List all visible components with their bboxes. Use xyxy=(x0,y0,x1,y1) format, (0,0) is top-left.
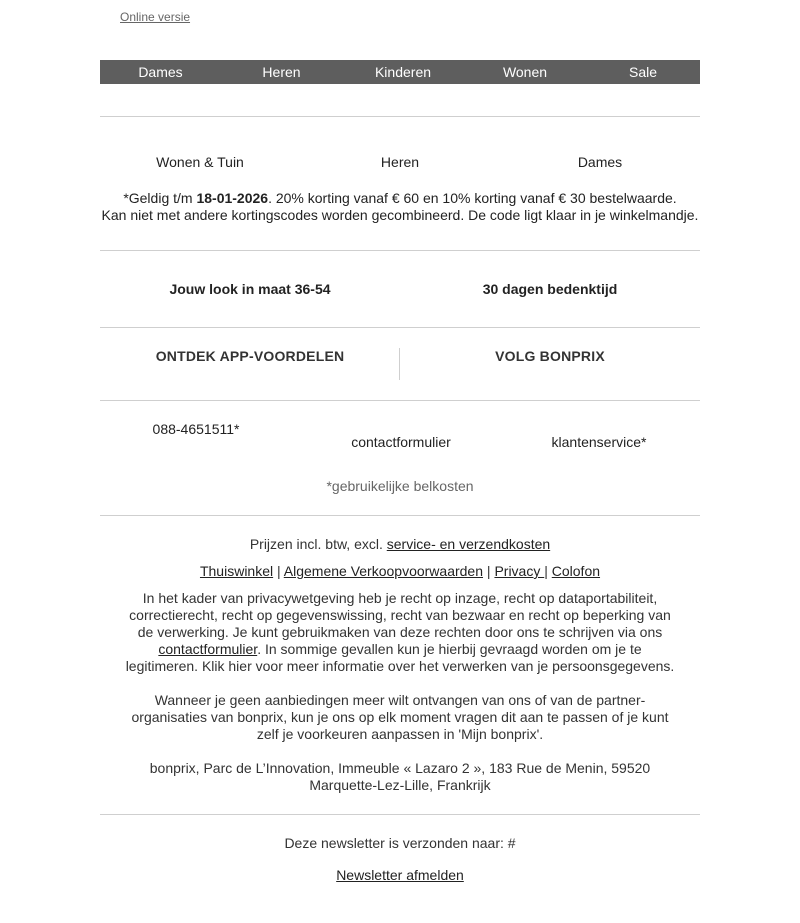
phone-number[interactable]: 088-4651511* xyxy=(152,421,240,437)
prices-info xyxy=(100,536,700,553)
shipping-costs-link[interactable]: service- en verzendkosten xyxy=(386,536,551,552)
divider xyxy=(100,515,700,516)
nav-item-heren[interactable]: Heren xyxy=(262,64,301,80)
privacy-text-3: voor meer informatie over het verwerken van je persoonsgegevens. xyxy=(251,658,675,674)
usp-return-period: 30 dagen bedenktijd xyxy=(482,281,618,297)
sent-to-info: Deze newsletter is verzonden naar: # xyxy=(284,835,516,851)
nav-item-wonen[interactable]: Wonen xyxy=(502,64,548,80)
colofon-link[interactable]: Colofon xyxy=(551,563,601,579)
privacy-here-link[interactable]: hier xyxy=(228,658,252,674)
prices-text: Prijzen incl. btw, excl. xyxy=(249,536,387,552)
legal-links xyxy=(100,563,700,580)
promo-line1-prefix: *Geldig t/m xyxy=(123,190,197,206)
category-link-dames[interactable]: Dames xyxy=(577,154,623,170)
promo-line2: Kan niet met andere kortingscodes worden gecombineerd. De code ligt klaar in je winkelmandje. xyxy=(101,207,699,223)
divider xyxy=(100,116,700,117)
follow-bonprix-link[interactable]: VOLG BONPRIX xyxy=(495,348,605,364)
promo-conditions xyxy=(100,190,700,224)
call-cost-note: *gebruikelijke belkosten xyxy=(326,478,474,494)
customer-service-link[interactable]: klantenservice* xyxy=(551,434,647,450)
company-address: bonprix, Parc de L’Innovation, Immeuble « Lazaro 2 », 183 Rue de Menin, 59520 Marquette-Lez-Lille, Frankrijk xyxy=(149,760,651,793)
privacy-link[interactable]: Privacy xyxy=(494,563,545,579)
promo-date: 18-01-2026 xyxy=(196,190,269,206)
online-version-link[interactable]: Online versie xyxy=(120,10,191,24)
nav-item-dames[interactable]: Dames xyxy=(138,64,183,80)
unsubscribe-link[interactable]: Newsletter afmelden xyxy=(336,867,464,883)
separator: | xyxy=(273,563,284,579)
privacy-contact-form-link[interactable]: contactformulier xyxy=(158,641,258,657)
privacy-text-1: In het kader van privacywetgeving heb je recht op inzage, recht op dataportabiliteit, correctierecht, recht op gegevenswissing, recht van bezwaar en recht op beperking van de verwerking. Je kunt gebruikmaken van deze rechten door ons te schrijven via ons xyxy=(129,590,671,640)
thuiswinkel-link[interactable]: Thuiswinkel xyxy=(199,563,274,579)
separator: | xyxy=(544,563,552,579)
optout-statement: Wanneer je geen aanbiedingen meer wilt ontvangen van ons of van de partner-organisaties van bonprix, kun je ons op elk moment vragen dit aan te passen of je kunt zelf je voorkeuren aanpassen in 'Mijn bonprix'. xyxy=(131,692,669,742)
terms-link[interactable]: Algemene Verkoopvoorwaarden xyxy=(283,563,484,579)
promo-line1-suffix: . 20% korting vanaf € 60 en 10% korting vanaf € 30 bestelwaarde. xyxy=(268,190,677,206)
separator: | xyxy=(483,563,495,579)
divider xyxy=(100,250,700,251)
privacy-text-2: . In sommige gevallen kun je hierbij gevraagd worden om je te legitimeren. Klik xyxy=(125,641,642,674)
main-nav xyxy=(100,60,700,84)
divider xyxy=(100,814,700,815)
privacy-statement xyxy=(122,590,678,675)
divider xyxy=(100,327,700,328)
nav-item-kinderen[interactable]: Kinderen xyxy=(374,64,432,80)
category-link-heren[interactable]: Heren xyxy=(380,154,420,170)
usp-size-range: Jouw look in maat 36-54 xyxy=(169,281,331,297)
contact-form-link[interactable]: contactformulier xyxy=(351,434,451,450)
unsubscribe-row xyxy=(100,867,700,884)
category-link-wonen-tuin[interactable]: Wonen & Tuin xyxy=(156,154,244,170)
divider xyxy=(100,400,700,401)
nav-item-sale[interactable]: Sale xyxy=(628,64,658,80)
app-benefits-link[interactable]: ONTDEK APP-VOORDELEN xyxy=(155,348,345,364)
